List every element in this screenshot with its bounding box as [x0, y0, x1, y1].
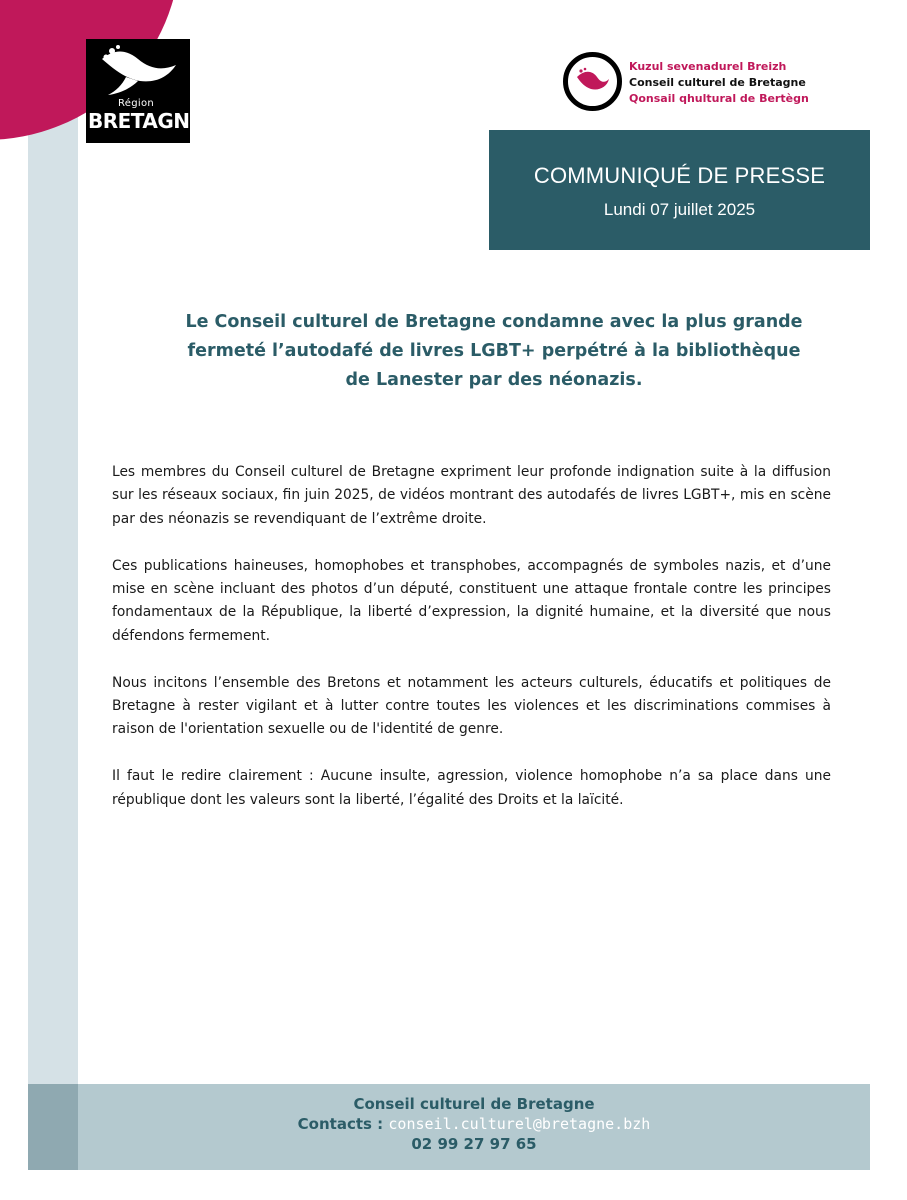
region-label: Région — [118, 98, 155, 109]
body-paragraph-3: Nous incitons l’ensemble des Bretons et notamment les acteurs culturels, éducatifs et politiques de Bretagne à rester vigilant et à lutter contre toutes les violences et les discriminations commises à raison de l'orientation sexuelle ou de l'identité de genre. — [112, 674, 831, 738]
body-paragraph-1: Les membres du Conseil culturel de Bretagne expriment leur profonde indignation suite à la diffusion sur les réseaux sociaux, fin juin 2025, de vidéos montrant des autodafés de livres LGBT+, mis en scène par des néonazis se revendiquant de l’extrême droite. — [112, 464, 831, 527]
bretagne-label: BRETAGNE — [88, 109, 203, 133]
footer-contacts — [78, 1114, 870, 1134]
footer-band-segment — [28, 1084, 78, 1170]
ccb-french-name: Conseil culturel de Bretagne — [629, 76, 806, 89]
ccb-circle-emblem — [563, 52, 622, 111]
footer-contact-bar — [28, 1084, 870, 1170]
press-release-date: Lundi 07 juillet 2025 — [603, 200, 756, 219]
headline-line-2: fermeté l’autodafé de livres LGBT+ perpétré à la bibliothèque — [187, 341, 801, 361]
left-decorative-band — [28, 0, 78, 1084]
ermine-bird-icon — [92, 43, 184, 99]
press-release-title: COMMUNIQUÉ DE PRESSE — [533, 163, 826, 188]
ccb-gallo-name: Qonsail qhultural de Bertègn — [629, 92, 809, 105]
press-release-banner — [489, 130, 870, 250]
body-paragraph-2: Ces publications haineuses, homophobes et transphobes, accompagnés de symboles nazis, et d’une mise en scène incluant des photos d’un député, constituent une attaque frontale contre les principes fondamentaux de la République, la liberté d’expression, la dignité humaine, et la diversité que nous défendons fermement. — [112, 557, 831, 644]
ccb-breton-name: Kuzul sevenadurel Breizh — [629, 60, 787, 73]
body-text — [112, 461, 831, 835]
body-paragraph-4: Il faut le redire clairement : Aucune insulte, agression, violence homophobe n’a sa place dans une république dont les valeurs sont la liberté, l’égalité des Droits et la laïcité. — [112, 768, 831, 808]
region-bretagne-logo — [86, 39, 203, 143]
bird-icon — [575, 67, 611, 95]
conseil-culturel-logo — [563, 52, 809, 112]
contacts-label: Contacts : — [297, 1115, 384, 1133]
headline-line-1: Le Conseil culturel de Bretagne condamne avec la plus grande — [185, 312, 803, 332]
headline-line-3: de Lanester par des néonazis. — [345, 370, 643, 390]
headline — [140, 308, 848, 395]
footer-text — [78, 1094, 870, 1154]
footer-org-name: Conseil culturel de Bretagne — [353, 1095, 595, 1113]
contact-email-link[interactable]: conseil.culturel@bretagne.bzh — [388, 1115, 651, 1133]
footer-phone: 02 99 27 97 65 — [411, 1135, 537, 1153]
